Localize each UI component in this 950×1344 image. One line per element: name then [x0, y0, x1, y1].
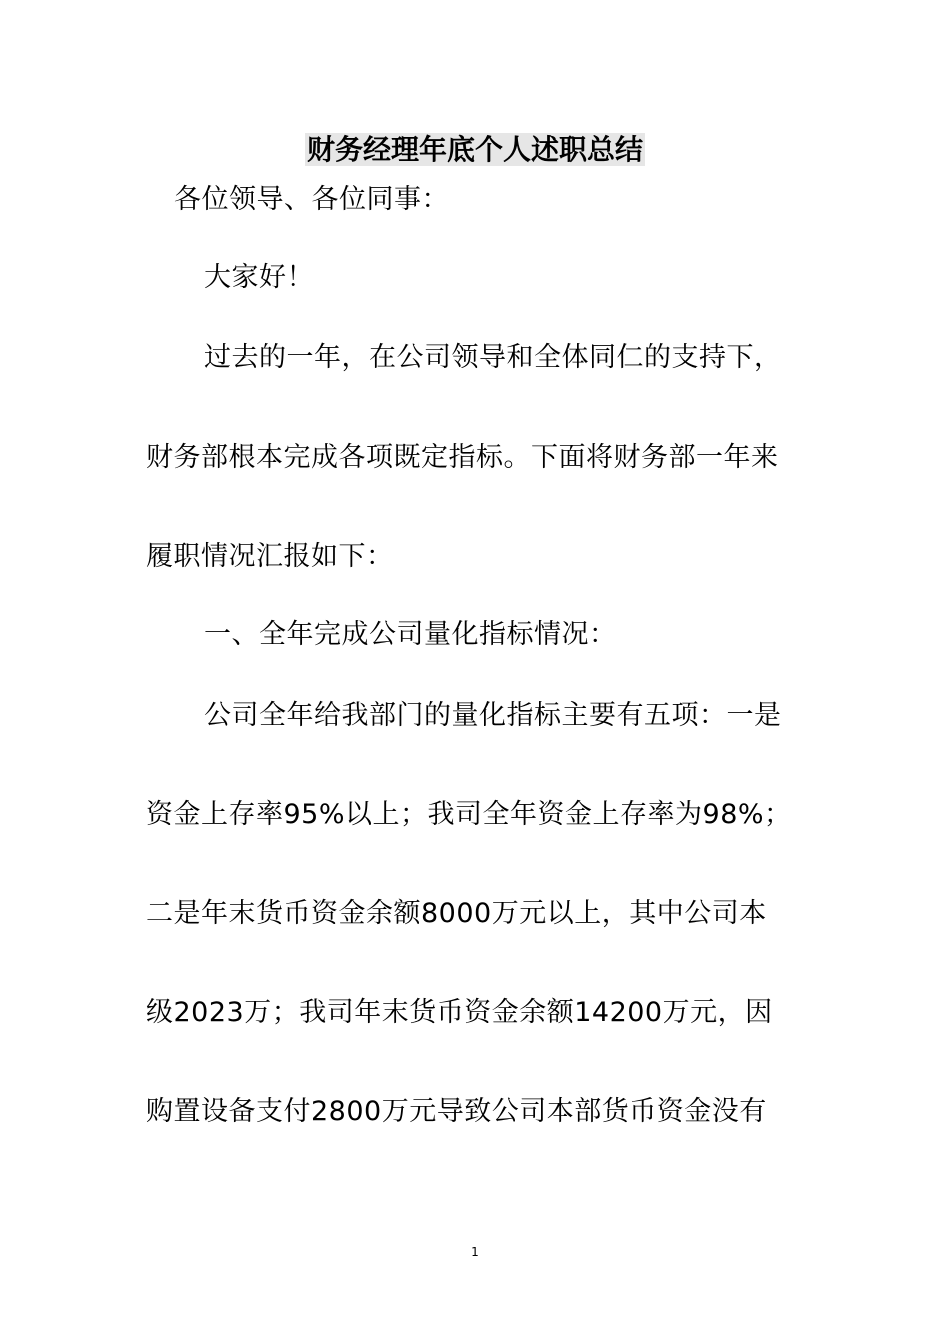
paragraph-line: 二是年末货币资金余额8000万元以上，其中公司本	[146, 898, 767, 929]
paragraph-line: 购置设备支付2800万元导致公司本部货币资金没有	[146, 1096, 767, 1127]
greeting: 大家好！	[204, 262, 314, 293]
paragraph-line: 过去的一年，在公司领导和全体同仁的支持下，	[204, 342, 782, 373]
paragraph-line: 资金上存率95%以上；我司全年资金上存率为98%；	[146, 799, 792, 830]
page-number: 1	[471, 1245, 479, 1259]
document-title	[0, 130, 950, 170]
salutation: 各位领导、各位同事：	[174, 184, 449, 215]
document-title-text: 财务经理年底个人述职总结	[306, 133, 643, 166]
paragraph-line: 级2023万；我司年末货币资金余额14200万元，因	[146, 997, 773, 1028]
paragraph-line: 财务部根本完成各项既定指标。下面将财务部一年来	[146, 442, 779, 473]
paragraph-line: 公司全年给我部门的量化指标主要有五项：一是	[204, 700, 782, 731]
paragraph-line: 履职情况汇报如下：	[146, 541, 394, 572]
section-heading: 一、全年完成公司量化指标情况：	[204, 619, 617, 650]
